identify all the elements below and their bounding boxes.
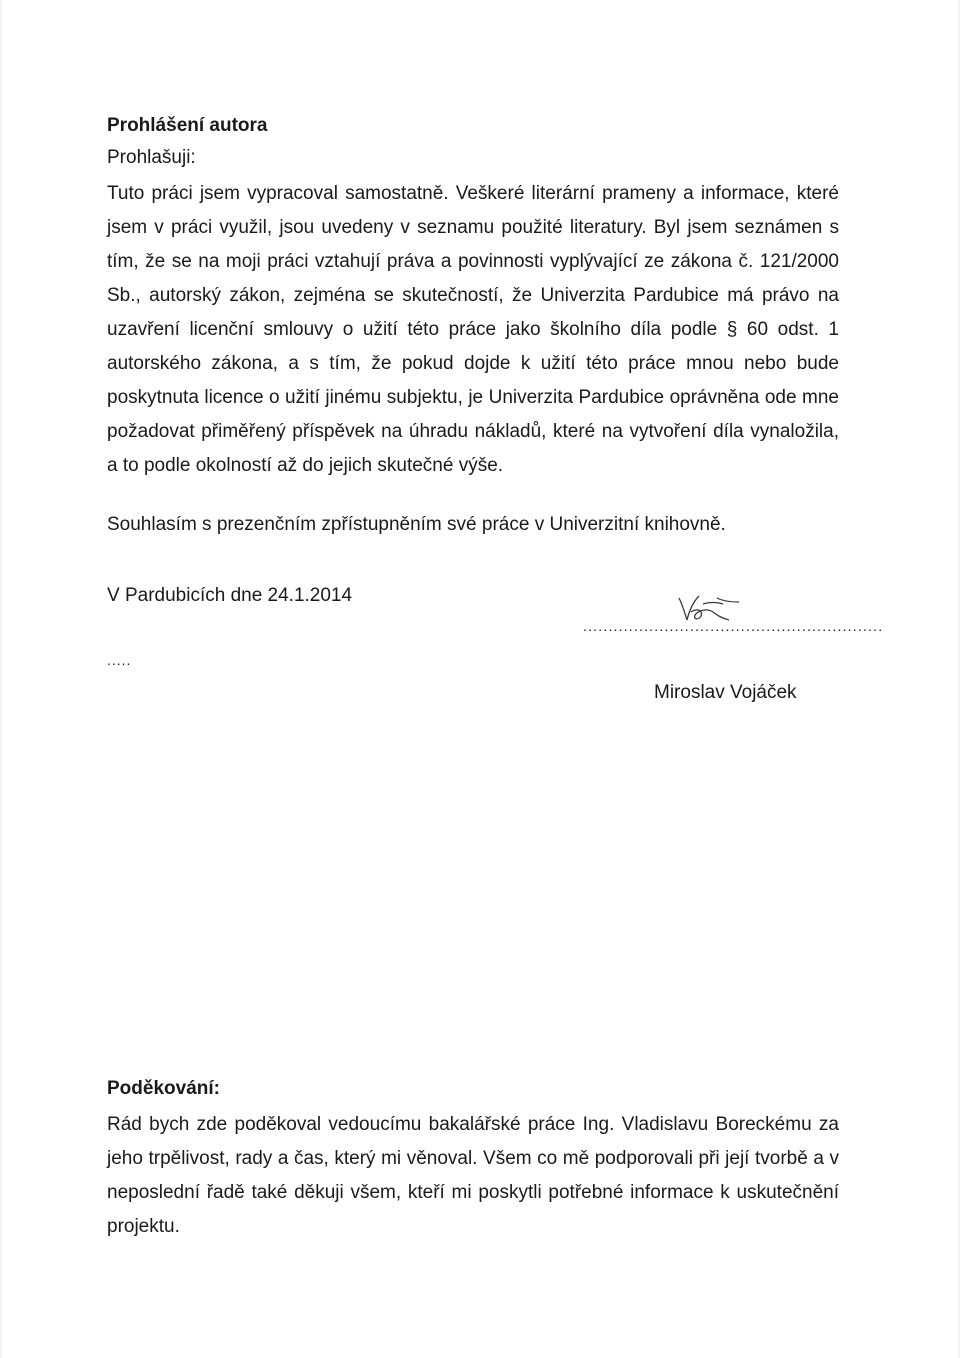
declaration-intro: Prohlašuji: bbox=[107, 147, 196, 168]
declaration-body: Tuto práci jsem vypracoval samostatně. Veškeré literární prameny a informace, které jsem v práci využil, jsou uvedeny v seznamu použité literatury. Byl jsem seznámen s tím, že se na moji práci vztahují práva a povinnosti vyplývající ze zákona č. 121/2000 Sb., autorský zákon, zejména se skutečností, že Univerzita Pardubice má právo na uzavření licenční smlouvy o užití této práce jako školního díla podle § 60 odst. 1 autorského zákona, a s tím, že pokud dojde k užití této práce mnou nebo bude poskytnuta licence o užití jinému subjektu, je Univerzita Pardubice oprávněna ode mne požadovat přiměřený příspěvek na úhradu nákladů, které na vytvoření díla vynaložila, a to podle okolností až do jejich skutečné výše. bbox=[107, 183, 839, 476]
place-and-date: V Pardubicích dne 24.1.2014 bbox=[107, 585, 353, 606]
acknowledgement-body: Rád bych zde poděkoval vedoucímu bakalářské práce Ing. Vladislavu Boreckému za jeho trpělivost, rady a čas, který mi věnoval. Všem co mě podporovali při její tvorbě a v neposlední řadě také děkuji všem, kteří mi poskytli potřebné informace k uskutečnění projektu. bbox=[107, 1114, 839, 1237]
signature-line: ........................................................... bbox=[583, 618, 884, 634]
declaration-heading: Prohlášení autora bbox=[107, 115, 268, 136]
author-name: Miroslav Vojáček bbox=[654, 682, 797, 703]
acknowledgement-heading: Poděkování: bbox=[107, 1078, 220, 1099]
library-consent: Souhlasím s prezenčním zpřístupněním své práce v Univerzitní knihovně. bbox=[107, 514, 726, 535]
ellipsis-mark: ..... bbox=[107, 652, 132, 668]
scan-edge-left bbox=[0, 0, 2, 1358]
